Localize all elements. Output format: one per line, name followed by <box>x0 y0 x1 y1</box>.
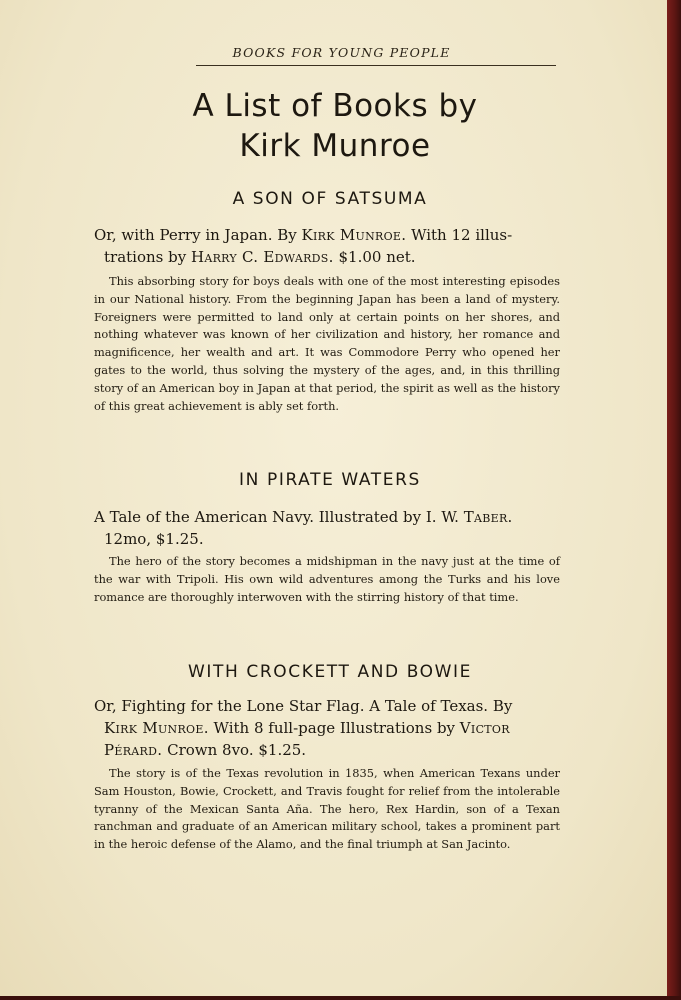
book-1-subtitle <box>94 224 560 268</box>
book-3-illustrator-last: Pérard. <box>104 741 163 759</box>
book-2-heading: IN PIRATE WATERS <box>239 470 421 490</box>
book-2-description: The hero of the story becomes a midshipman in the navy just at the time of the war with Tripoli. His own wild adventures among the Turks and his love romance are thoroughly interwoven with the stirring history of that time. <box>94 554 560 604</box>
page-title-line-2: Kirk Munroe <box>239 128 431 164</box>
book-2-sub-a: A Tale of the American Navy. Illustrated by I. W. <box>94 508 464 526</box>
book-3-sub-c: Crown 8vo. $1.25. <box>162 741 307 759</box>
book-spine-edge <box>667 0 681 1000</box>
book-1-sub-b: With 12 illus- <box>406 226 513 244</box>
book-1-author: Kirk Munroe. <box>301 226 407 244</box>
book-3-description: The story is of the Texas revolution in 1835, when American Texans under Sam Houston, Bowie, Crockett, and Travis fought for relief from the intolerable tyranny of the Mexican Santa Aña. The hero, Rex Hardin, son of a Texan ranchman and graduate of an American military school, takes a prominent part in the heroic defense of the Alamo, and the final triumph at San Jacinto. <box>94 766 560 852</box>
book-bottom-edge <box>0 996 681 1000</box>
book-2-subtitle-line-2: 12mo, $1.25. <box>104 530 204 548</box>
page-title <box>100 86 570 166</box>
book-1-description: This absorbing story for boys deals with one of the most interesting episodes in our National history. From the beginning Japan has been a land of mystery. Foreigners were permitted to land only at certain points on her shores, and nothing whatever was known of her civilization and history, her romance and magnificence, her wealth and art. It was Commodore Perry who opened her gates to the world, thus solving the mystery of the ages, and, in this thrilling story of an American boy in Japan at that period, the spirit as well as the history of this great achievement is ably set forth. <box>94 274 560 413</box>
book-3-subtitle <box>94 695 560 761</box>
header-rule <box>196 65 556 66</box>
book-3-author: Kirk Munroe. <box>104 719 209 737</box>
book-3-subtitle-line-2 <box>94 717 560 739</box>
book-2-illustrator: Taber. <box>463 508 513 526</box>
book-3-subtitle-line-3 <box>94 739 560 761</box>
book-3-heading: WITH CROCKETT AND BOWIE <box>187 662 473 682</box>
book-2-subtitle <box>94 506 560 550</box>
running-head: BOOKS FOR YOUNG PEOPLE <box>232 45 451 60</box>
book-3-subtitle-line-1: Or, Fighting for the Lone Star Flag. A Tale of Texas. By <box>94 697 513 715</box>
book-1-subtitle-line-1 <box>94 224 560 246</box>
page-title-line-1: A List of Books by <box>192 88 478 124</box>
book-1-subtitle-line-2 <box>94 246 560 268</box>
book-1-sub-d: $1.00 net. <box>333 248 416 266</box>
book-3-illustrator-first: Victor <box>459 719 510 737</box>
book-1-heading: A SON OF SATSUMA <box>232 189 428 209</box>
book-1-sub-a: Or, with Perry in Japan. By <box>94 226 302 244</box>
book-3-sub-b: With 8 full-page Illustrations by <box>208 719 460 737</box>
book-2-subtitle-line-1 <box>94 506 560 528</box>
book-1-illustrator: Harry C. Edwards. <box>190 248 334 266</box>
book-1-sub-c: trations by <box>104 248 191 266</box>
